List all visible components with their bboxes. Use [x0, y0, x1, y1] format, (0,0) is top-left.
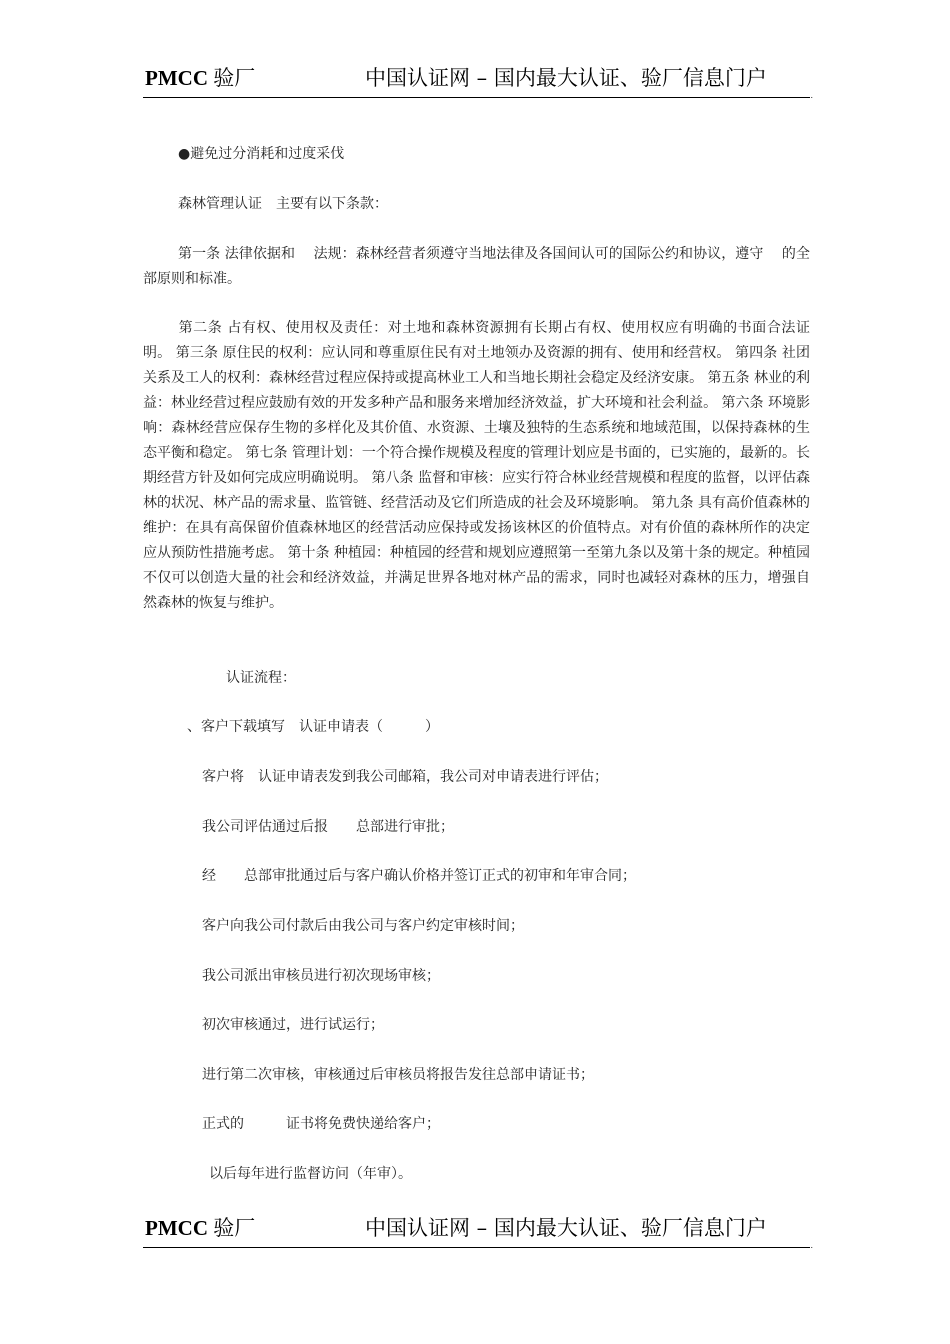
brand-cn: 验厂: [213, 66, 256, 90]
process-step-3: 我公司评估通过后报 总部进行审批；: [202, 819, 454, 835]
articles-text: 第二条 占有权、使用权及责任：对土地和森林资源拥有长期占有权、使用权应有明确的书面合法证明。 第三条 原住民的权利：应认同和尊重原住民有对土地领办及资源的拥有、使用和经营权。 第四条 社团关系及工人的权利：森林经营过程应保持或提高林业工人和当地长期社会稳定及经济安康。 第五条 林业的利益：林业经营过程应鼓励有效的开发多种产品和服务来增加经济效益，扩大环境和社会利益。 第六条 环境影响：森林经营应保存生物的多样化及其价值、水资源、土壤及独特的生态系统和地域范围，以保持森林的生态平衡和稳定。 第七条 管理计划：一个符合操作规模及程度的管理计划应是书面的，已实施的，最新的。长期经营方针及如何完成应明确说明。 第八条 监督和审核：应实行符合林业经营规模和程度的监督，以评估森林的状况、林产品的需求量、监管链、经营活动及它们所造成的社会及环境影响。 第九条 具有高价值森林的维护：在具有高保留价值森林地区的经营活动应保持或发扬该林区的价值特点。对有价值的森林所作的决定应从预防性措施考虑。 第十条 种植园：种植园的经营和规划应遵照第一至第九条以及第十条的规定。种植园不仅可以创造大量的社会和经济效益，并满足世界各地对林产品的需求，同时也减轻对森林的压力，增强自然森林的恢复与维护。: [143, 320, 810, 611]
header-rule: [143, 1247, 810, 1248]
header-brand: [145, 1212, 255, 1242]
brand-cn: 验厂: [213, 1216, 256, 1240]
header-slogan: 中国认证网 – 国内最大认证、验厂信息门户: [365, 1216, 767, 1240]
process-step-1: 、客户下载填写 认证申请表（ ）: [187, 719, 439, 735]
page-header-bottom: [143, 1214, 813, 1250]
article-1-text: 第一条 法律依据和 法规：森林经营者须遵守当地法律及各国间认可的国际公约和协议，遵守 的全部原则和标准。: [143, 246, 810, 287]
header-slogan: 中国认证网 – 国内最大认证、验厂信息门户: [365, 66, 767, 90]
process-step-4: 经 总部审批通过后与客户确认价格并签订正式的初审和年审合同；: [202, 868, 636, 884]
page-header-top: [143, 64, 813, 100]
article-1-paragraph: [143, 242, 810, 292]
intro-line: 森林管理认证 主要有以下条款：: [178, 196, 388, 212]
brand-latin: PMCC: [145, 1216, 208, 1240]
process-step-7: 初次审核通过，进行试运行；: [202, 1017, 384, 1033]
brand-latin: PMCC: [145, 66, 208, 90]
process-step-9: 正式的 证书将免费快递给客户；: [202, 1116, 440, 1132]
articles-paragraph: [143, 316, 810, 616]
process-step-2: 客户将 认证申请表发到我公司邮箱，我公司对申请表进行评估；: [202, 769, 608, 785]
process-step-10: 以后每年进行监督访问（年审）。: [209, 1166, 412, 1182]
header-brand: [145, 62, 255, 92]
process-step-8: 进行第二次审核，审核通过后审核员将报告发往总部申请证书；: [202, 1067, 594, 1083]
header-rule: [143, 97, 810, 98]
process-title: 认证流程：: [226, 670, 296, 686]
header-rule-dot: .: [810, 1241, 813, 1250]
process-step-5: 客户向我公司付款后由我公司与客户约定审核时间；: [202, 918, 524, 934]
bullet-line: ●避免过分消耗和过度采伐: [178, 146, 345, 162]
process-step-6: 我公司派出审核员进行初次现场审核；: [202, 968, 440, 984]
header-rule-dot: .: [810, 91, 813, 100]
